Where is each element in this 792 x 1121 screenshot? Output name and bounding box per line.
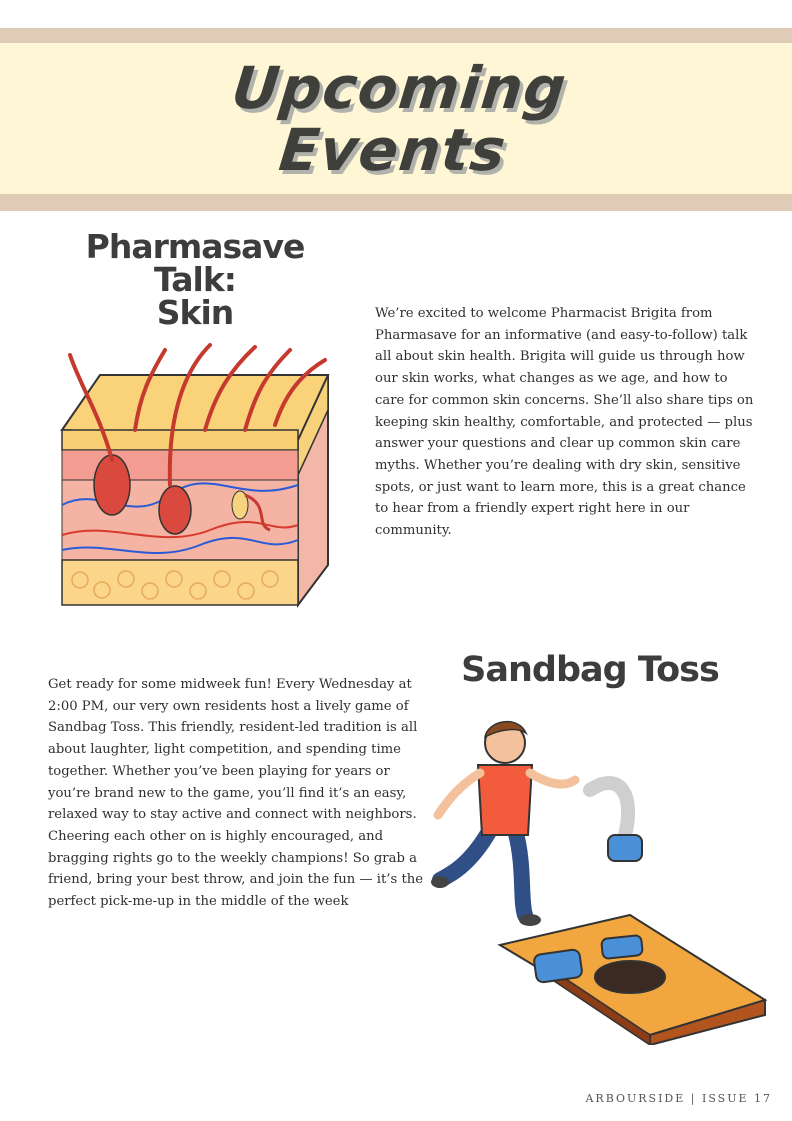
page-title-line-1: Upcoming bbox=[228, 53, 570, 122]
pharmasave-heading-line-2: Skin bbox=[156, 293, 234, 332]
pharmasave-description: We’re excited to welcome Pharmacist Brigita from Pharmasave for an informative (and easy-to-follow) talk all about skin health. Brigita will guide us through how our skin works, what changes as we age, and how to care for common skin concerns. She’ll also share tips on keeping skin healthy, comfortable, and protected — plus answer your questions and clear up common skin care myths. Whether you’re dealing with dry skin, sensitive spots, or just want to learn more, this is a great chance to hear from a friendly expert right here in our community. bbox=[375, 306, 754, 539]
pharmasave-heading-line-1: Pharmasave Talk: bbox=[85, 227, 305, 299]
sandbag-description: Get ready for some midweek fun! Every Wednesday at 2:00 PM, our very own residents host a lively game of Sandbag Toss. This friendly, resident-led tradition is all about laughter, light competition, and spending time together. Whether you’ve been playing for years or you’re brand new to the game, you’ll find it’s an easy, relaxed way to stay active and connect with neighbors. Cheering each other on is highly encouraged, and bragging rights go to the weekly champions! So grab a friend, bring your best throw, and join the fun — it’s the perfect pick-me-up in the middle of the week bbox=[48, 677, 424, 910]
sandbag-heading: Sandbag Toss bbox=[461, 650, 719, 690]
pharmasave-heading bbox=[40, 227, 350, 332]
events-banner bbox=[0, 28, 792, 211]
page-title bbox=[222, 53, 570, 184]
page-title-line-2: Events bbox=[276, 115, 510, 184]
skin-cross-section-illustration bbox=[40, 335, 342, 610]
events-banner-panel bbox=[0, 43, 792, 194]
sandbag-toss-illustration bbox=[430, 715, 770, 1045]
issue-footer: ARBOURSIDE | ISSUE 17 bbox=[585, 1092, 772, 1105]
